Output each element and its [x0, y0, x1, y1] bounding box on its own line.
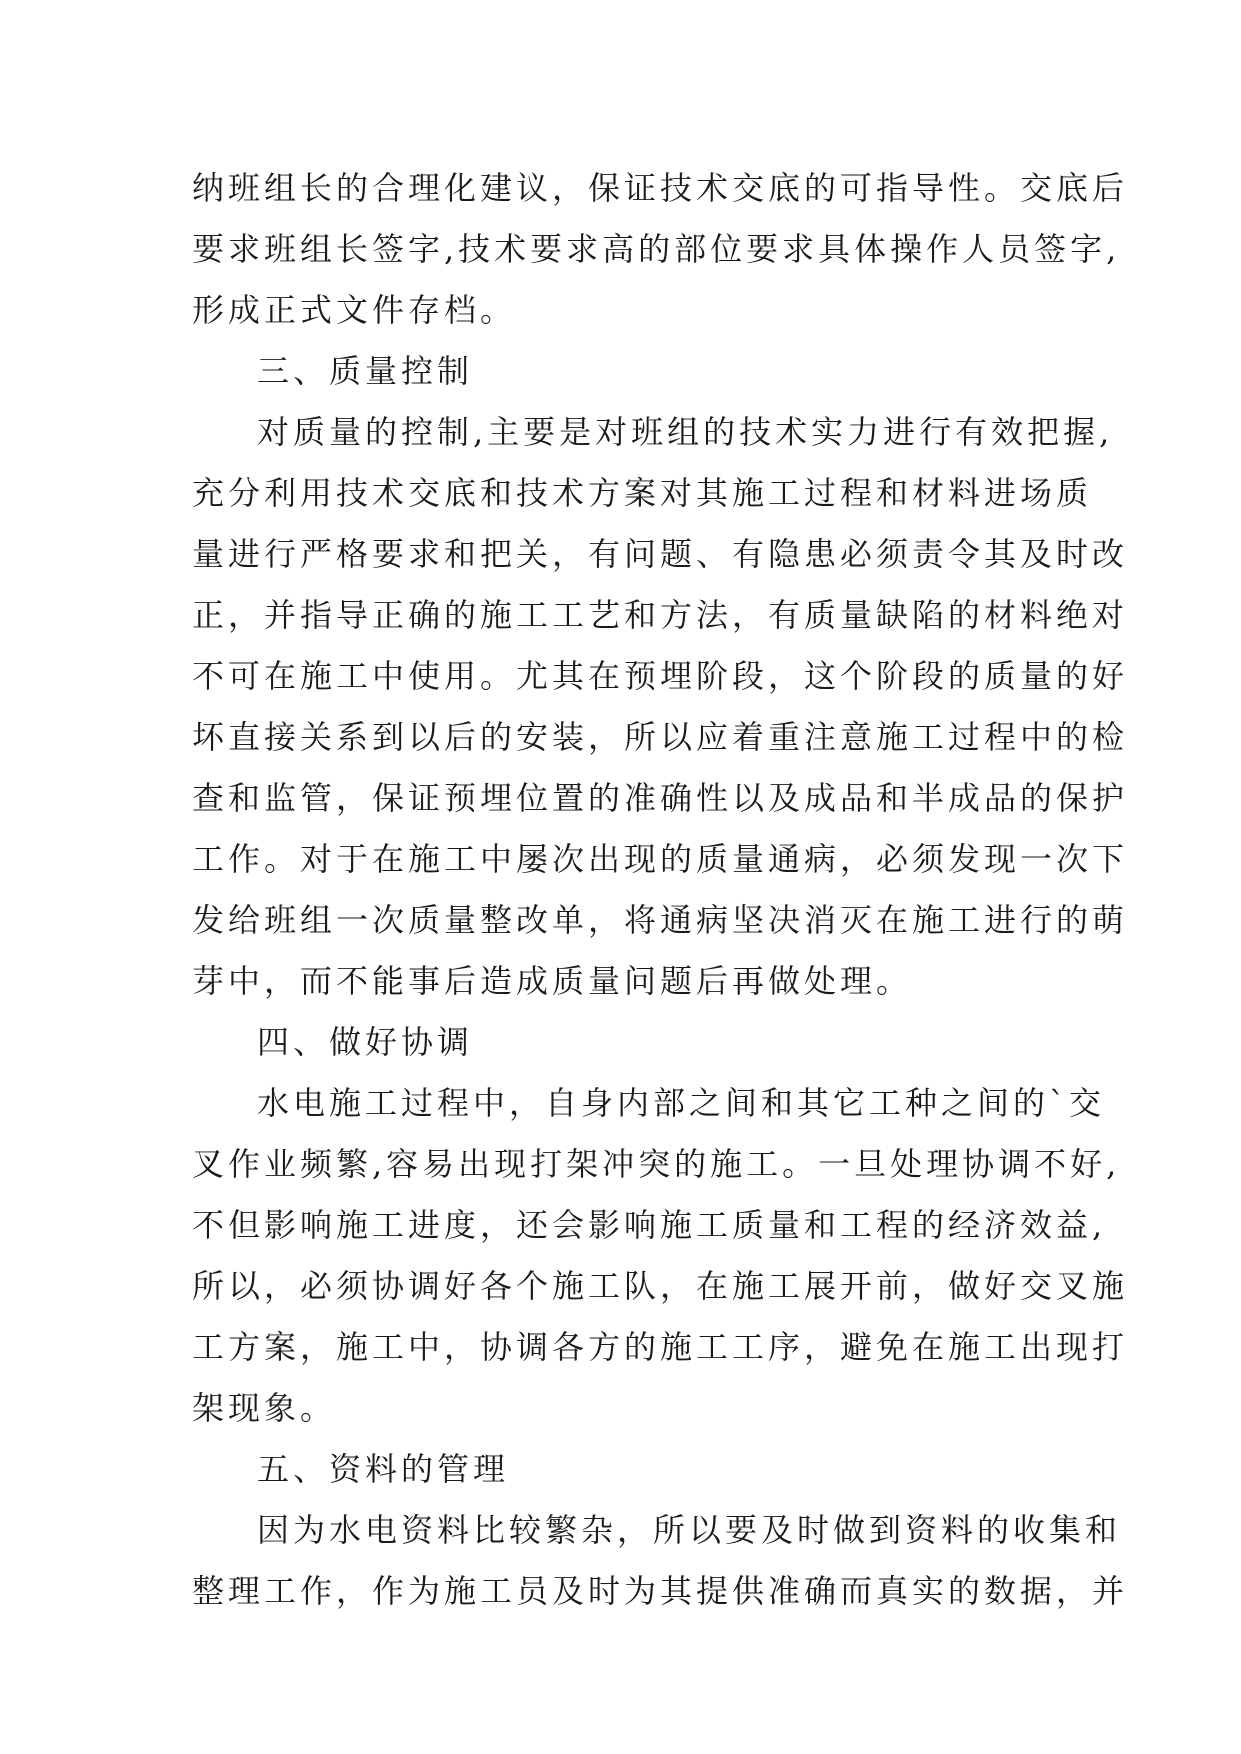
text-line: 所以，必须协调好各个施工队，在施工展开前，做好交叉施 [192, 1267, 1129, 1305]
text-line: 纳班组长的合理化建议，保证技术交底的可指导性。交底后 [192, 169, 1129, 207]
text-line: 形成正式文件存档。 [192, 291, 517, 329]
text-line: 查和监管，保证预埋位置的准确性以及成品和半成品的保护 [192, 779, 1129, 817]
text-line: 工方案，施工中，协调各方的施工工序，避免在施工出现打 [192, 1328, 1129, 1366]
text-line: 对质量的控制,主要是对班组的技术实力进行有效把握, [257, 413, 1114, 451]
text-line: 坏直接关系到以后的安装，所以应着重注意施工过程中的检 [192, 718, 1129, 756]
text-line: 充分利用技术交底和技术方案对其施工过程和材料进场质 [192, 474, 1093, 512]
text-line: 因为水电资料比较繁杂，所以要及时做到资料的收集和 [257, 1511, 1122, 1549]
text-line: 芽中，而不能事后造成质量问题后再做处理。 [192, 962, 913, 1000]
text-line: 叉作业频繁,容易出现打架冲突的施工。一旦处理协调不好, [192, 1145, 1121, 1183]
text-line: 工作。对于在施工中屡次出现的质量通病，必须发现一次下 [192, 840, 1129, 878]
text-line: 三、质量控制 [257, 352, 474, 390]
text-line: 量进行严格要求和把关，有问题、有隐患必须责令其及时改 [192, 535, 1129, 573]
text-line: 要求班组长签字,技术要求高的部位要求具体操作人员签字, [192, 230, 1121, 268]
text-line: 发给班组一次质量整改单，将通病坚决消灭在施工进行的萌 [192, 901, 1129, 939]
text-line: 正，并指导正确的施工工艺和方法，有质量缺陷的材料绝对 [192, 596, 1129, 634]
document-body [192, 158, 1129, 1622]
text-line: 四、做好协调 [257, 1023, 474, 1061]
text-line: 五、资料的管理 [257, 1450, 510, 1488]
text-line: 架现象。 [192, 1389, 337, 1427]
text-line: 不但影响施工进度，还会影响施工质量和工程的经济效益, [192, 1206, 1107, 1244]
text-line: 水电施工过程中，自身内部之间和其它工种之间的`交 [257, 1084, 1106, 1122]
text-line: 不可在施工中使用。尤其在预埋阶段，这个阶段的质量的好 [192, 657, 1129, 695]
text-line: 整理工作，作为施工员及时为其提供准确而真实的数据，并 [192, 1572, 1129, 1610]
